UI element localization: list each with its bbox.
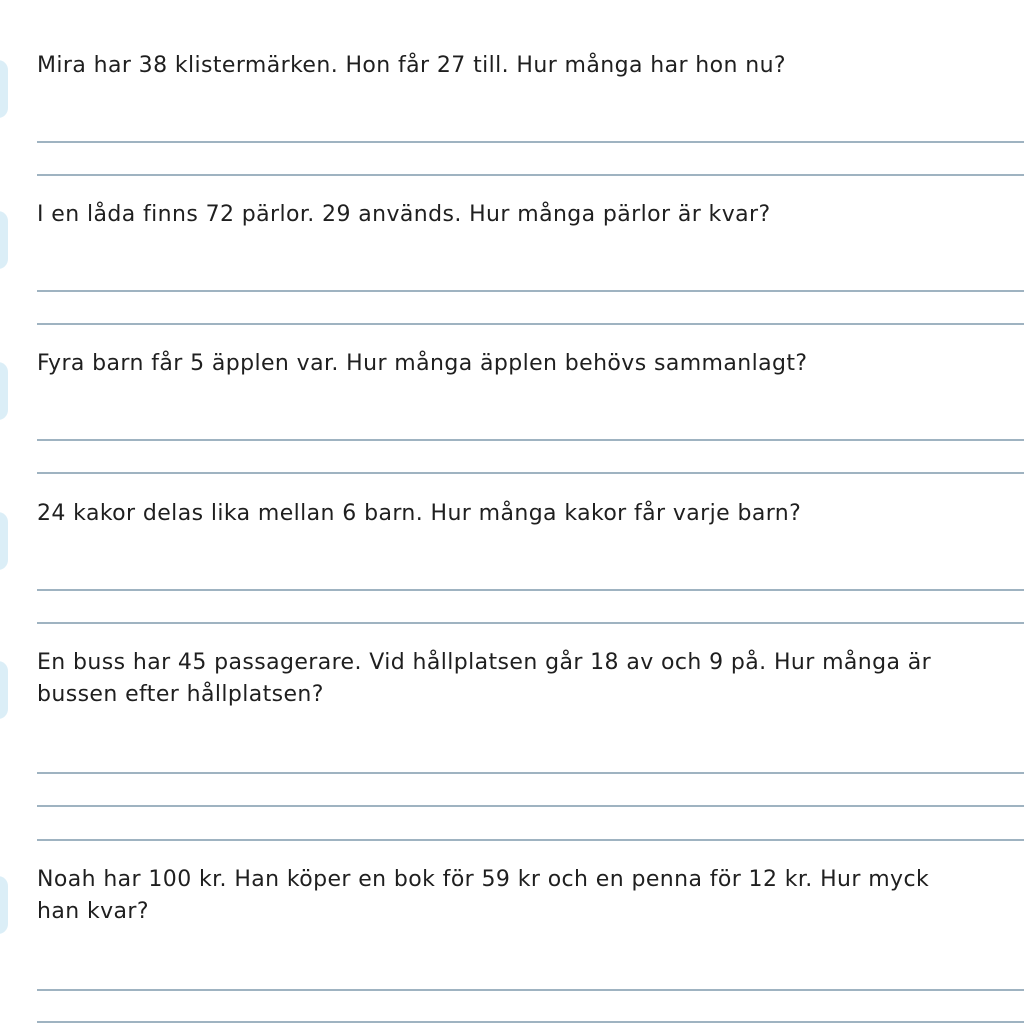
answer-line[interactable]: [37, 141, 1024, 143]
problem-question: [37, 348, 807, 380]
question-line: bussen efter hållplatsen?: [37, 682, 324, 707]
question-line: Noah har 100 kr. Han köper en bok för 59 kr och en penna för 12 kr. Hur myck: [37, 867, 930, 892]
answer-line[interactable]: [37, 622, 1024, 624]
question-line: han kvar?: [37, 899, 149, 924]
problem-question: [37, 498, 801, 530]
answer-line[interactable]: [37, 323, 1024, 325]
answer-line[interactable]: [37, 1021, 1024, 1023]
problem-tab-marker: [0, 362, 8, 420]
question-line: En buss har 45 passagerare. Vid hållplatsen går 18 av och 9 på. Hur många är: [37, 650, 932, 675]
answer-line[interactable]: [37, 839, 1024, 841]
problem-question: [37, 50, 786, 82]
answer-line[interactable]: [37, 805, 1024, 807]
answer-line[interactable]: [37, 174, 1024, 176]
answer-line[interactable]: [37, 290, 1024, 292]
answer-line[interactable]: [37, 589, 1024, 591]
answer-line[interactable]: [37, 989, 1024, 991]
question-line: 24 kakor delas lika mellan 6 barn. Hur många kakor får varje barn?: [37, 501, 802, 526]
problem-tab-marker: [0, 211, 8, 269]
answer-line[interactable]: [37, 439, 1024, 441]
problem-tab-marker: [0, 512, 8, 570]
problem-question: [37, 864, 929, 928]
question-line: I en låda finns 72 pärlor. 29 används. Hur många pärlor är kvar?: [37, 202, 771, 227]
problem-question: [37, 647, 931, 711]
question-line: Mira har 38 klistermärken. Hon får 27 till. Hur många har hon nu?: [37, 53, 787, 78]
problem-question: [37, 199, 771, 231]
problem-tab-marker: [0, 661, 8, 719]
answer-line[interactable]: [37, 472, 1024, 474]
question-line: Fyra barn får 5 äpplen var. Hur många äpplen behövs sammanlagt?: [37, 351, 808, 376]
problem-tab-marker: [0, 60, 8, 118]
problem-tab-marker: [0, 876, 8, 934]
answer-line[interactable]: [37, 772, 1024, 774]
